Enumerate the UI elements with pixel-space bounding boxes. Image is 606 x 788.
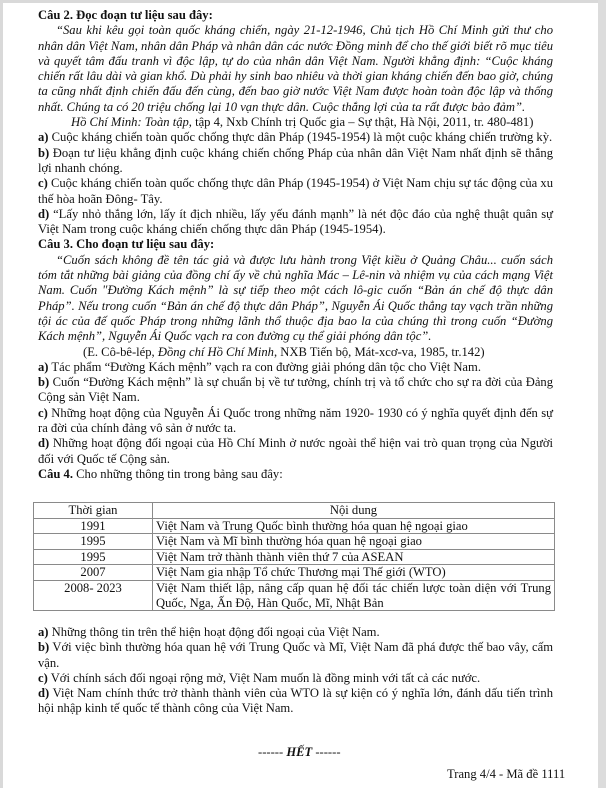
statement-text: Với chính sách đối ngoại rộng mở, Việt Nam muốn là đồng minh với tất cả các nước. bbox=[47, 670, 481, 685]
question-3-heading: Câu 3. Cho đoạn tư liệu sau đây: bbox=[38, 237, 215, 252]
page-top-gutter bbox=[0, 0, 606, 3]
cell-time: 2007 bbox=[34, 565, 153, 581]
statement-letter: d) bbox=[38, 436, 50, 451]
table-row bbox=[34, 565, 555, 581]
statement-letter: c) bbox=[38, 670, 48, 685]
statement-text: Cuốn “Đường Kách mệnh” là sự chuẩn bị về tư tưởng, chính trị và tổ chức cho sự ra đời của Đảng Cộng sản Việt Nam. bbox=[38, 375, 553, 405]
statement-text: Những hoạt động đối ngoại của Hồ Chí Minh ở nước ngoài thể hiện vai trò quan trọng của Người đối với Quốc tế Cộng sản. bbox=[38, 436, 553, 466]
column-header-time: Thời gian bbox=[34, 503, 153, 519]
statement-letter: a) bbox=[38, 130, 49, 145]
question-3-source bbox=[38, 345, 553, 360]
q3-statement-a bbox=[38, 360, 553, 375]
source-details: , tập 4, Nxb Chính trị Quốc gia – Sự thật, Hà Nội, 2011, tr. 480-481) bbox=[188, 115, 534, 130]
cell-content: Việt Nam và Mĩ bình thường hóa quan hệ ngoại giao bbox=[153, 534, 555, 550]
timeline-table bbox=[33, 502, 555, 611]
table-header-row bbox=[34, 503, 555, 519]
document-page bbox=[38, 8, 553, 482]
q4-statement-c bbox=[38, 671, 553, 686]
statement-letter: c) bbox=[38, 405, 48, 420]
question-3-quote: “Cuốn sách không đề tên tác giả và được lưu hành trong Việt kiều ở Quảng Châu... cuốn sách tóm tắt những bài giảng của đồng chí ấy về chủ nghĩa Mác – Lê-nin và nhiệm vụ của cách mạng Việt Nam. Cuốn "Đường Kách mệnh” là sự tiếp theo một cách lô-gic cuốn “Bản án chế độ thực dân Pháp”. Nếu trong cuốn “Bản án chế độ thực dân Pháp”, Nguyễn Ái Quốc thẳng tay vạch trần những tội ác của đế quốc Pháp trong những lãnh thổ thuộc địa bao la của chúng thì trong cuốn “Đường Kách mệnh”, Nguyễn Ái Quốc vạch ra con đường cụ thể giải phóng dân tộc”. bbox=[38, 252, 553, 344]
cell-content: Việt Nam và Trung Quốc bình thường hóa quan hệ ngoại giao bbox=[153, 518, 555, 534]
column-header-content: Nội dung bbox=[153, 503, 555, 519]
question-4-statements bbox=[38, 625, 553, 717]
statement-letter: d) bbox=[38, 206, 50, 221]
source-details: , NXB Tiến bộ, Mát-xcơ-va, 1985, tr.142) bbox=[273, 344, 485, 359]
source-prefix: (E. Cô-bê-lép, bbox=[83, 344, 158, 359]
statement-letter: c) bbox=[38, 176, 48, 191]
q4-statement-b bbox=[38, 640, 553, 671]
q3-statement-d bbox=[38, 436, 553, 467]
question-4-number: Câu 4. bbox=[38, 466, 73, 481]
q2-statement-d bbox=[38, 207, 553, 238]
statement-text: “Lấy nhỏ thắng lớn, lấy ít địch nhiều, lấy yếu đánh mạnh” là nét độc đáo của nghệ thuật quân sự Việt Nam trong cuộc kháng chiến chống thực dân Pháp (1945-1954). bbox=[38, 206, 553, 237]
question-2-heading: Câu 2. Đọc đoạn tư liệu sau đây: bbox=[38, 8, 213, 22]
question-2-quote: “Sau khi kêu gọi toàn quốc kháng chiến, ngày 21-12-1946, Chủ tịch Hồ Chí Minh gửi thư cho nhân dân Việt Nam, nhân dân Pháp và nhân dân các nước Đồng minh để cho thế giới biết rõ mục tiêu và quyết tâm đấu tranh vì độc lập, tự do của nhân dân Việt Nam. Người khẳng định: “Cuộc kháng chiến rất lâu dài và gian khổ. Dù phải hy sinh bao nhiêu và thời gian kháng chiến đến bao giờ, chúng ta cũng nhất định chiến đấu đến cùng, đến bao giờ nước Việt Nam được hoàn toàn độc lập và thống nhất. Chúng ta có 20 triệu chống lại 10 vạn thực dân. Cuộc thắng lợi của ta rất được bảo đảm”. bbox=[38, 23, 553, 114]
cell-content: Việt Nam thiết lập, nâng cấp quan hệ đối tác chiến lược toàn diện với Trung Quốc, Nga, Ấn Độ, Hàn Quốc, Mĩ, Nhật Bản bbox=[153, 580, 555, 610]
table-row bbox=[34, 549, 555, 565]
source-title: Đồng chí Hồ Chí Minh bbox=[157, 344, 274, 359]
cell-time: 1995 bbox=[34, 534, 153, 550]
statement-text: Cuộc kháng chiến toàn quốc chống thực dân Pháp (1945-1954) ở Việt Nam chịu sự tác động của xu thế hòa hoãn Đông- Tây. bbox=[38, 176, 553, 206]
table-row bbox=[34, 580, 555, 610]
statement-letter: b) bbox=[38, 640, 50, 655]
table-row bbox=[34, 518, 555, 534]
cell-content: Việt Nam trở thành thành viên thứ 7 của ASEAN bbox=[153, 549, 555, 565]
statement-text: Với việc bình thường hóa quan hệ với Trung Quốc và Mĩ, Việt Nam đã phá được thế bao vây, cấm vận. bbox=[38, 640, 553, 670]
statement-letter: b) bbox=[38, 145, 50, 160]
q4-statement-d bbox=[38, 686, 553, 717]
page-footer: Trang 4/4 - Mã đề 1111 bbox=[447, 767, 566, 781]
q2-statement-a bbox=[38, 130, 553, 145]
q4-statement-a bbox=[38, 625, 553, 640]
question-4-prompt: Cho những thông tin trong bảng sau đây: bbox=[73, 466, 283, 481]
source-title: Hồ Chí Minh: Toàn tập bbox=[71, 115, 189, 130]
end-word: HẾT bbox=[286, 745, 313, 759]
statement-text: Những thông tin trên thể hiện hoạt động đối ngoại của Việt Nam. bbox=[48, 625, 380, 639]
q3-statement-b bbox=[38, 375, 553, 406]
statement-text: Việt Nam chính thức trở thành thành viên của WTO là sự kiện có ý nghĩa lớn, đánh dấu tiến trình hội nhập kinh tế quốc tế thành công của Việt Nam. bbox=[38, 686, 553, 716]
end-dashes-left: ------ bbox=[258, 745, 287, 759]
cell-time: 2008- 2023 bbox=[34, 580, 153, 610]
cell-content: Việt Nam gia nhập Tổ chức Thương mại Thế giới (WTO) bbox=[153, 565, 555, 581]
statement-letter: d) bbox=[38, 686, 50, 701]
statement-text: Cuộc kháng chiến toàn quốc chống thực dân Pháp (1945-1954) là một cuộc kháng chiến trường kỳ. bbox=[48, 130, 553, 145]
question-4-heading bbox=[38, 467, 553, 482]
statement-letter: b) bbox=[38, 375, 50, 390]
end-marker bbox=[258, 745, 341, 760]
statement-letter: a) bbox=[38, 625, 49, 639]
page-left-gutter bbox=[0, 0, 3, 788]
q2-statement-c bbox=[38, 176, 553, 207]
statement-letter: a) bbox=[38, 359, 49, 374]
statement-text: Tác phẩm “Đường Kách mệnh” vạch ra con đường giải phóng dân tộc cho Việt Nam. bbox=[48, 359, 481, 374]
cell-time: 1991 bbox=[34, 518, 153, 534]
question-2-source bbox=[38, 115, 553, 130]
statement-text: Đoạn tư liệu khẳng định cuộc kháng chiến chống Pháp của nhân dân Việt Nam nhất định sẽ thắng lợi nhanh chóng. bbox=[38, 145, 553, 175]
q2-statement-b bbox=[38, 146, 553, 177]
page-right-gutter bbox=[598, 0, 606, 788]
statement-text: Những hoạt động của Nguyễn Ái Quốc trong những năm 1920- 1930 có ý nghĩa quyết định đến sự ra đời của chính đảng vô sản ở nước ta. bbox=[38, 405, 553, 436]
cell-time: 1995 bbox=[34, 549, 153, 565]
end-dashes-right: ------ bbox=[312, 745, 341, 759]
table-row bbox=[34, 534, 555, 550]
q3-statement-c bbox=[38, 406, 553, 437]
